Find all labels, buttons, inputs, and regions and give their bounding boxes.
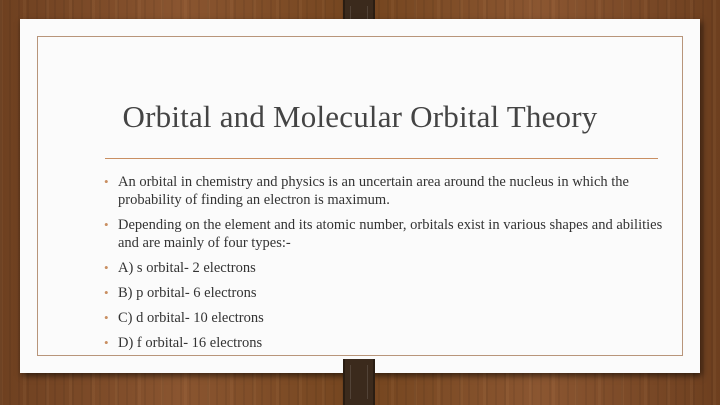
bullet-dot-icon: • <box>104 174 109 189</box>
bullet-item <box>104 334 664 352</box>
bullet-text: B) p orbital- 6 electrons <box>118 285 257 301</box>
bullet-dot-icon: • <box>104 335 109 350</box>
bullet-dot-icon: • <box>104 217 109 232</box>
bullet-item <box>104 284 664 302</box>
bullet-text: D) f orbital- 16 electrons <box>118 335 263 351</box>
title-divider <box>105 158 658 159</box>
bullet-dot-icon: • <box>104 285 109 300</box>
bullet-item <box>104 216 664 252</box>
binder-clip-bottom <box>343 359 375 405</box>
bullet-text: Depending on the element and its atomic number, orbitals exist in various shapes and abilities and are mainly of four types:- <box>118 217 663 251</box>
bullet-text: An orbital in chemistry and physics is an uncertain area around the nucleus in which the probability of finding an electron is maximum. <box>118 174 629 208</box>
bullet-text: C) d orbital- 10 electrons <box>118 310 264 326</box>
bullet-dot-icon: • <box>104 260 109 275</box>
bullet-list <box>104 173 664 359</box>
slide-title: Orbital and Molecular Orbital Theory <box>122 99 598 134</box>
bullet-item <box>104 309 664 327</box>
slide-card <box>20 19 700 373</box>
bullet-text: A) s orbital- 2 electrons <box>118 260 256 276</box>
bullet-dot-icon: • <box>104 310 109 325</box>
bullet-item <box>104 259 664 277</box>
bullet-item <box>104 173 664 209</box>
